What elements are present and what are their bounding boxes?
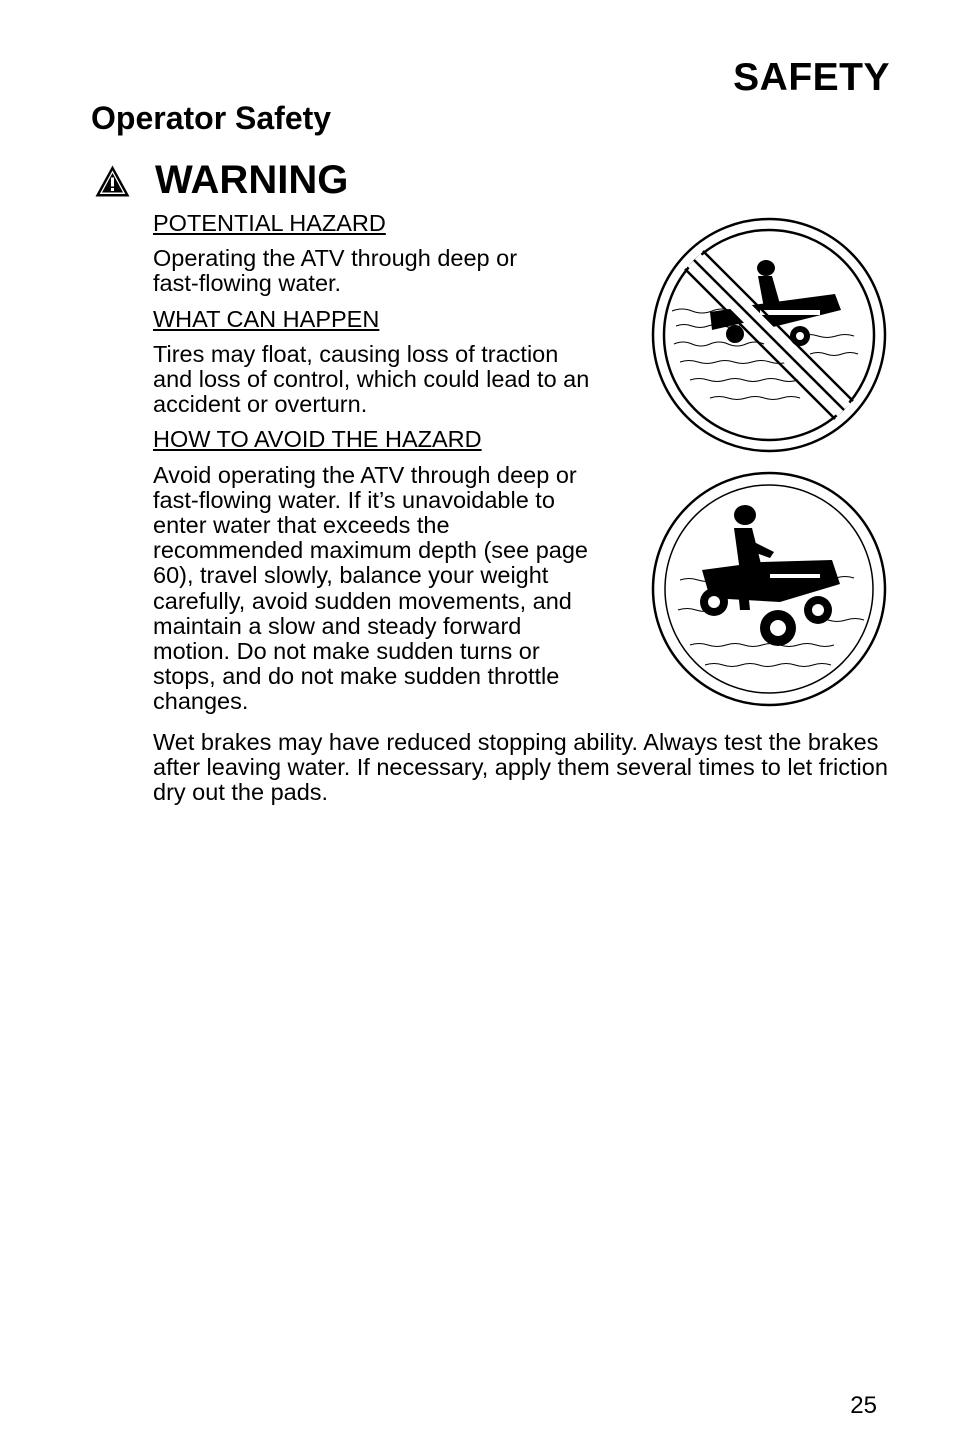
warning-header xyxy=(94,158,348,203)
section-title: SAFETY xyxy=(733,56,890,99)
page-number: 25 xyxy=(850,1392,877,1419)
wet-brakes-text: Wet brakes may have reduced stopping ability. Always test the brakes after leaving water. If necessary, apply them several times to let friction dry out the pads. xyxy=(153,729,888,806)
warning-triangle-icon xyxy=(94,164,131,198)
permitted-atv-shallow-water-illustration xyxy=(650,470,888,708)
potential-hazard-label: POTENTIAL HAZARD xyxy=(153,210,386,236)
how-to-avoid-label: HOW TO AVOID THE HAZARD xyxy=(153,426,482,453)
warning-body xyxy=(153,211,613,725)
how-to-avoid-text: Avoid operating the ATV through deep or fast-flowing water. If it’s unavoidable to enter water that exceeds the recommended maximum depth (see page 60), travel slowly, balance your weight carefully, avoid sudden movements, and maintain a slow and steady forward motion. Do not make sudden turns or stops, and do not make sudden throttle changes. xyxy=(153,461,588,715)
warning-title: WARNING xyxy=(155,158,349,202)
potential-hazard-text: Operating the ATV through deep or fast-flowing water. xyxy=(153,245,518,297)
subsection-title: Operator Safety xyxy=(91,100,332,136)
what-can-happen-text: Tires may float, causing loss of traction and loss of control, which could lead to an accident or overturn. xyxy=(153,340,590,418)
prohibited-atv-deep-water-illustration xyxy=(650,216,888,454)
what-can-happen-label: WHAT CAN HAPPEN xyxy=(153,305,380,332)
